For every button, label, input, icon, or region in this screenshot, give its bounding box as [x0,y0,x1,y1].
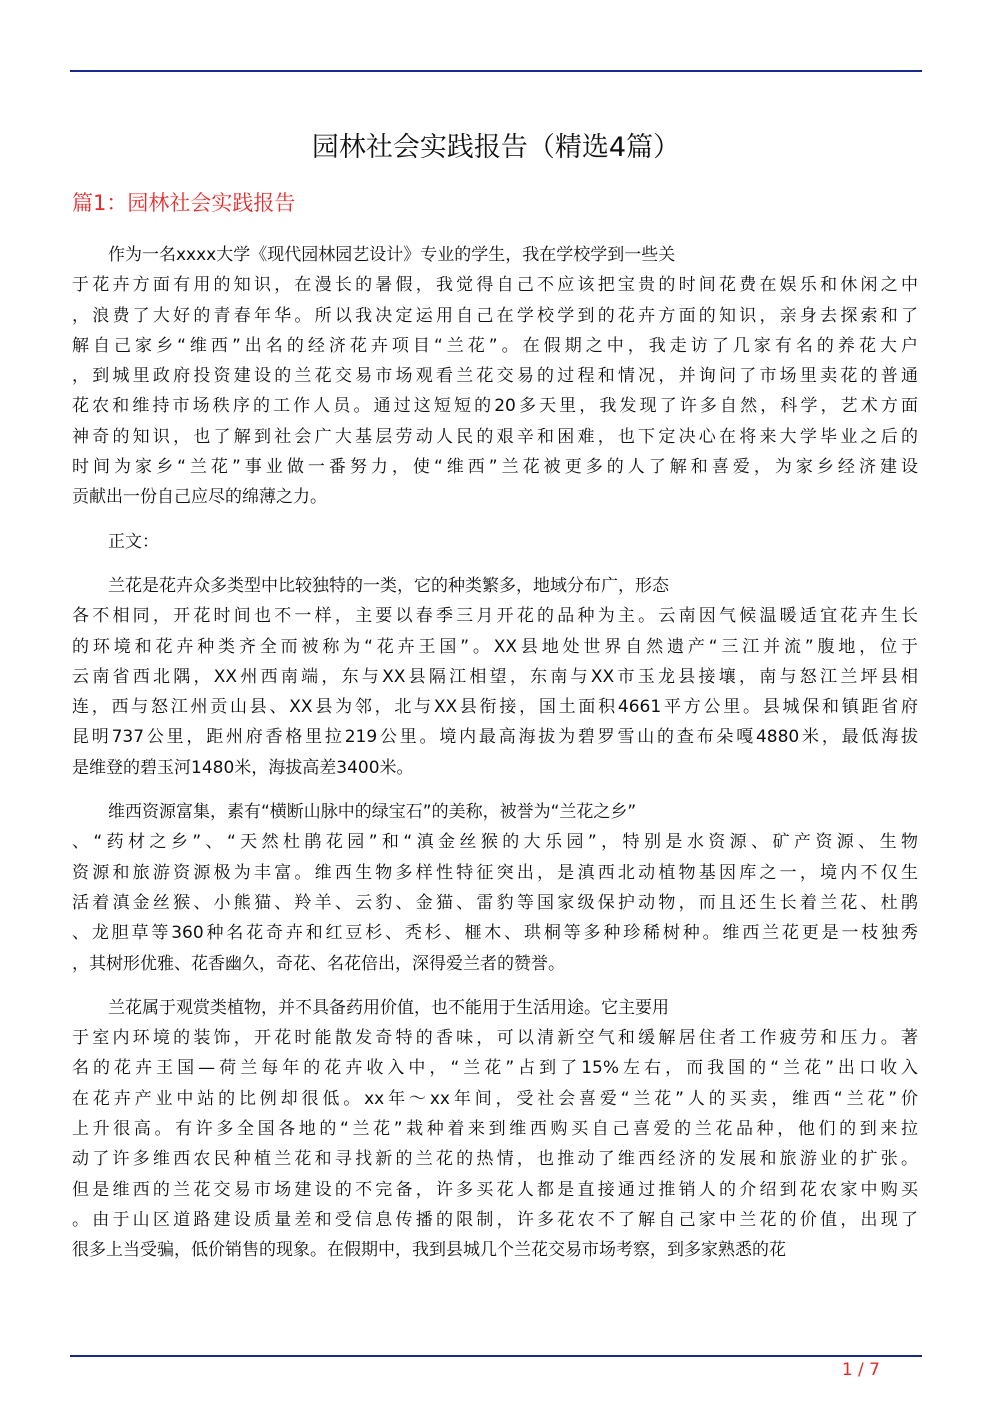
paragraph-line: 云南省西北隅，XX州西南端，东与XX县隔江相望，东南与XX市玉龙县接壤，南与怒江兰坪县相 [72,666,918,687]
paragraph-line: 贡献出一份自己应尽的绵薄之力。 [72,487,327,508]
document-body [72,240,918,1280]
paragraph-line: 时间为家乡“兰花”事业做一番努力，使“维西”兰花被更多的人了解和喜爱，为家乡经济建设 [72,457,918,478]
paragraph [72,797,918,979]
paragraph-line: 连，西与怒江州贡山县、XX县为邻，北与XX县衔接，国土面积4661平方公里。县城保和镇距省府 [72,697,918,718]
paragraph-line: 在花卉产业中站的比例却很低。xx年～xx年间，受社会喜爱“兰花”人的买卖，维西“兰花”价 [72,1088,918,1109]
paragraph-line: 各不相同，开花时间也不一样，主要以春季三月开花的品种为主。云南因气候温暖适宜花卉生长 [72,606,918,627]
page-number: 1 / 7 [841,1360,880,1380]
paragraph-line: 活着滇金丝猴、小熊猫、羚羊、云豹、金猫、雷豹等国家级保护动物，而且还生长着兰花、杜鹃 [72,892,918,913]
paragraph-line: 、“药材之乡”、“天然杜鹃花园”和“滇金丝猴的大乐园”，特别是水资源、矿产资源、生物 [72,832,918,853]
header-rule [70,70,922,72]
paragraph [72,571,918,783]
paragraph-line: 于室内环境的装饰，开花时能散发奇特的香味，可以清新空气和缓解居住者工作疲劳和压力。著 [72,1028,918,1049]
section-heading: 篇1：园林社会实践报告 [72,191,296,215]
paragraph-line: 。由于山区道路建设质量差和受信息传播的限制，许多花农不了解自己家中兰花的价值，出现了 [72,1209,918,1230]
paragraph-line: 于花卉方面有用的知识，在漫长的暑假，我觉得自己不应该把宝贵的时间花费在娱乐和休闲之中 [72,275,918,296]
paragraph-line: 很多上当受骗，低价销售的现象。在假期中，我到县城几个兰花交易市场考察，到多家熟悉的花 [72,1240,786,1261]
paragraph-line: ，浪费了大好的青春年华。所以我决定运用自己在学校学到的花卉方面的知识，亲身去探索和了 [72,305,918,326]
paragraph [72,240,918,513]
paragraph-line: 兰花属于观赏类植物，并不具备药用价值，也不能用于生活用途。它主要用 [108,997,669,1018]
paragraph-line: 动了许多维西农民种植兰花和寻找新的兰花的热情，也推动了维西经济的发展和旅游业的扩张。 [72,1149,918,1170]
paragraph [72,527,918,557]
paragraph-line: 花农和维持市场秩序的工作人员。通过这短短的20多天里，我发现了许多自然，科学，艺术方面 [72,396,918,417]
paragraph-line: 的环境和花卉种类齐全而被称为“花卉王国”。XX县地处世界自然遗产“三江并流”腹地，位于 [72,636,918,657]
paragraph [72,993,918,1266]
paragraph-line: 神奇的知识，也了解到社会广大基层劳动人民的艰辛和困难，也下定决心在将来大学毕业之后的 [72,426,918,447]
paragraph-line: 正文： [108,531,159,552]
paragraph-line: 兰花是花卉众多类型中比较独特的一类，它的种类繁多，地域分布广，形态 [108,575,669,596]
paragraph-line: 名的花卉王国—荷兰每年的花卉收入中，“兰花”占到了15%左右，而我国的“兰花”出口收入 [72,1058,918,1079]
paragraph-line: 维西资源富集，素有“横断山脉中的绿宝石”的美称，被誉为“兰花之乡” [108,802,637,823]
paragraph-line: 解自己家乡“维西”出名的经济花卉项目“兰花”。在假期之中，我走访了几家有名的养花大户 [72,335,918,356]
paragraph-line: 、龙胆草等360种名花奇卉和红豆杉、秃杉、榧木、珙桐等多种珍稀树种。维西兰花更是一枝独秀 [72,923,918,944]
paragraph-line: ，到城里政府投资建设的兰花交易市场观看兰花交易的过程和情况，并询问了市场里卖花的普通 [72,366,918,387]
paragraph-line: 上升很高。有许多全国各地的“兰花”栽种着来到维西购买自己喜爱的兰花品种，他们的到来拉 [72,1119,918,1140]
paragraph-line: 作为一名xxxx大学《现代园林园艺设计》专业的学生，我在学校学到一些关 [108,245,676,265]
paragraph-line: ，其树形优雅、花香幽久，奇花、名花倍出，深得爱兰者的赞誉。 [72,953,565,974]
paragraph-line: 资源和旅游资源极为丰富。维西生物多样性特征突出，是滇西北动植物基因库之一，境内不仅生 [72,862,918,883]
paragraph-line: 昆明737公里，距州府香格里拉219公里。境内最高海拔为碧罗雪山的查布朵嘎4880米，最低海拔 [72,727,918,748]
paragraph-line: 是维登的碧玉河1480米，海拔高差3400米。 [72,757,414,778]
paragraph-line: 但是维西的兰花交易市场建设的不完备，许多买花人都是直接通过推销人的介绍到花农家中购买 [72,1179,918,1200]
document-title: 园林社会实践报告（精选4篇） [311,132,681,163]
